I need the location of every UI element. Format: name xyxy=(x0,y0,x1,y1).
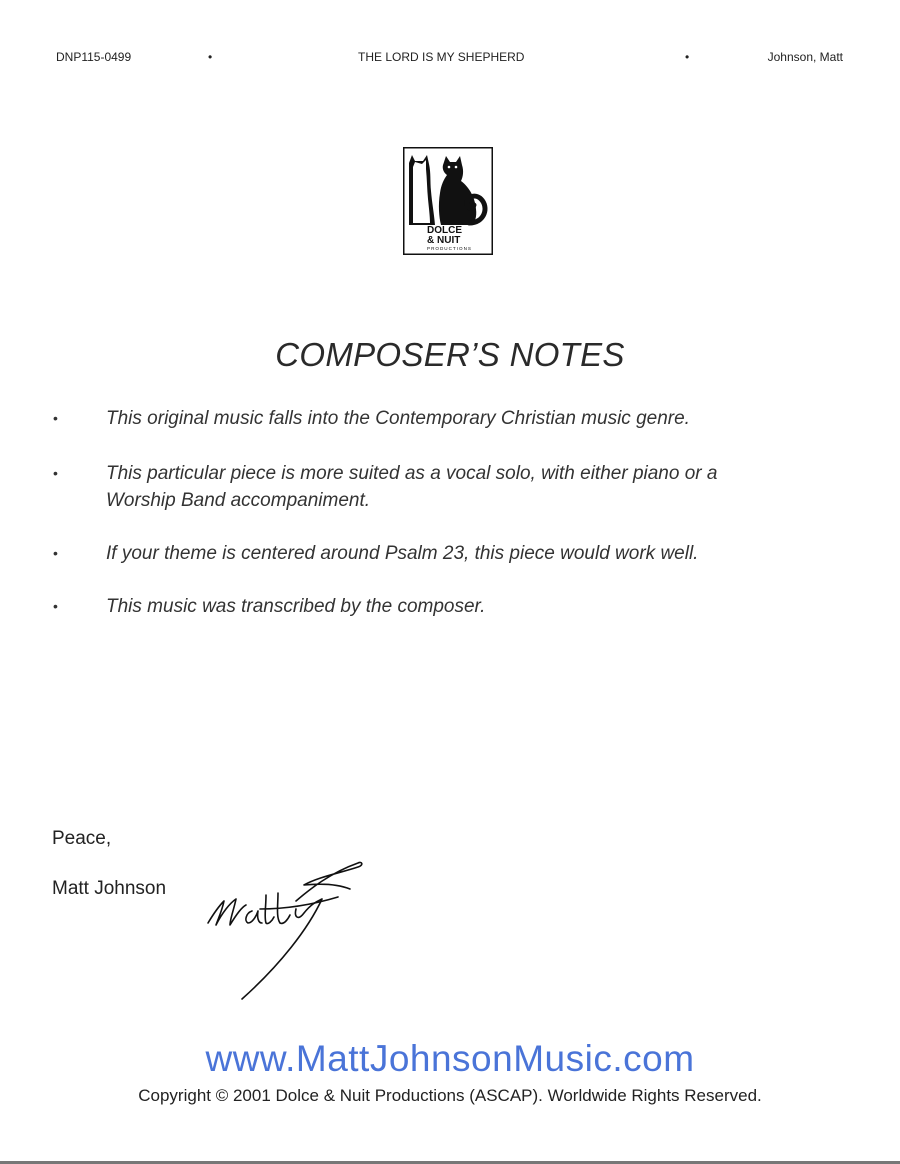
logo-line1: DOLCE xyxy=(427,225,462,236)
website-link[interactable]: www.MattJohnsonMusic.com xyxy=(205,1038,695,1079)
note-text: This original music falls into the Contemporary Christian music genre. xyxy=(106,408,690,429)
handwritten-signature xyxy=(200,855,375,1005)
bullet: • xyxy=(53,598,58,614)
note-text: This particular piece is more suited as a vocal solo, with either piano or a Worship Band accompaniment. xyxy=(106,463,718,511)
author-name: Johnson, Matt xyxy=(767,50,843,64)
copyright-notice: Copyright © 2001 Dolce & Nuit Productions (ASCAP). Worldwide Rights Reserved. xyxy=(138,1086,762,1105)
header-separator: • xyxy=(208,50,213,64)
header-separator: • xyxy=(685,50,690,64)
bullet: • xyxy=(53,465,58,481)
bullet: • xyxy=(53,410,58,426)
page-header xyxy=(0,50,900,66)
closing-salutation: Peace, xyxy=(52,828,112,849)
signer-name: Matt Johnson xyxy=(52,878,167,899)
note-text: This music was transcribed by the composer. xyxy=(106,596,486,617)
bullet: • xyxy=(53,545,58,561)
note-text: If your theme is centered around Psalm 23, this piece would work well. xyxy=(106,543,699,564)
catalog-code: DNP115-0499 xyxy=(56,50,132,64)
logo-line3: PRODUCTIONS xyxy=(427,246,472,251)
page-title: COMPOSER’S NOTES xyxy=(275,336,625,373)
dolce-nuit-logo xyxy=(403,147,493,255)
song-title: THE LORD IS MY SHEPHERD xyxy=(358,50,525,64)
logo-line2: & NUIT xyxy=(427,235,461,246)
